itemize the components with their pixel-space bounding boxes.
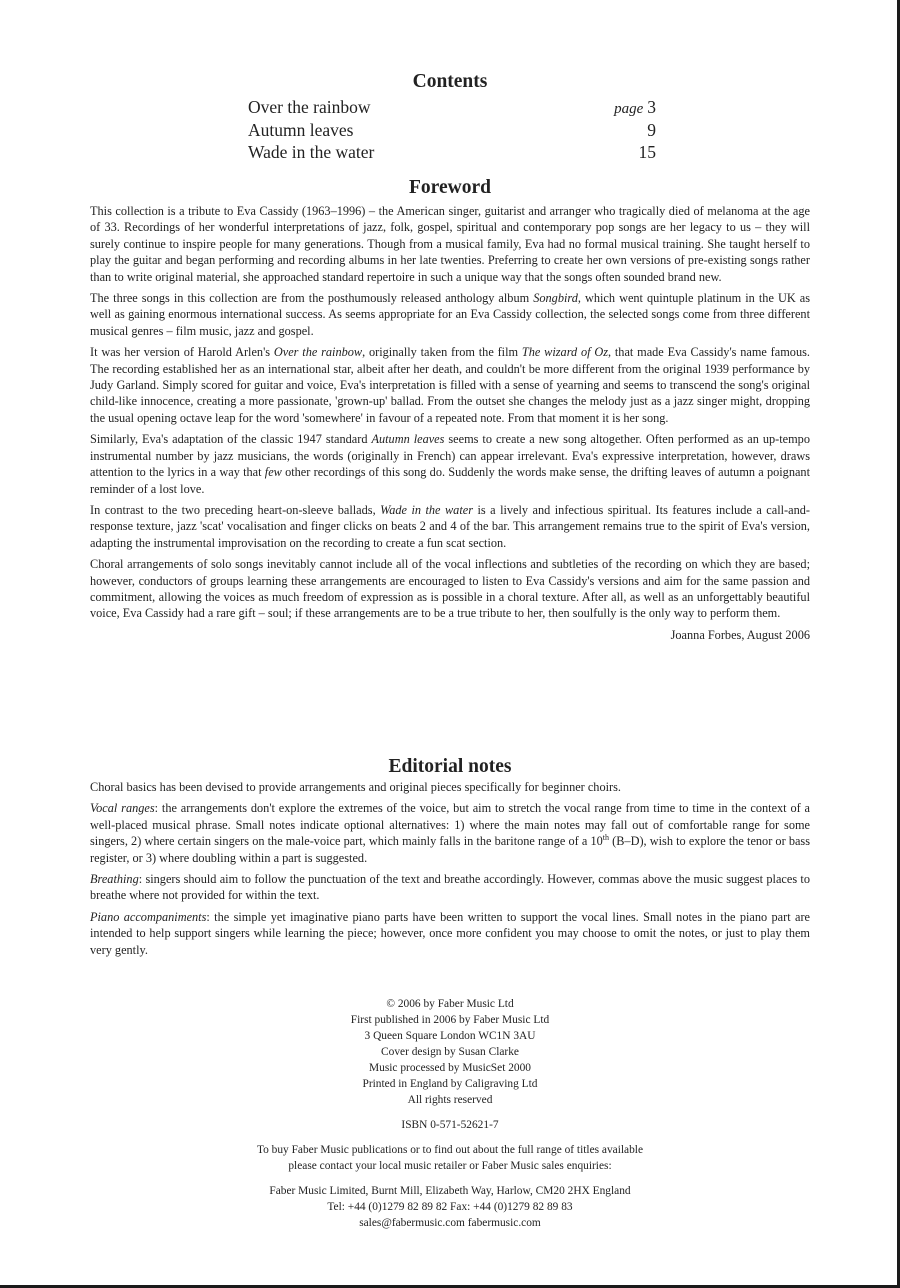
contents-list xyxy=(248,96,656,164)
song-title: Over the rainbow xyxy=(273,345,363,360)
contents-item-page xyxy=(614,96,656,121)
editorial-paragraph: Piano accompaniments: the simple yet imaginative piano parts have been written to support the vocal lines. Small notes in the piano part are intended to help support singers while learning the piece; however, once more confident you may choose to omit the notes, or just to play them very gently. xyxy=(90,909,810,957)
isbn-line: ISBN 0-571-52621-7 xyxy=(401,1119,499,1131)
contact-address: Faber Music Limited, Burnt Mill, Elizabeth Way, Harlow, CM20 2HX England xyxy=(269,1185,631,1197)
contents-item xyxy=(248,96,656,119)
contents-item xyxy=(248,141,656,164)
song-title: Autumn leaves xyxy=(371,432,445,447)
imprint-line: Cover design by Susan Clarke xyxy=(381,1046,519,1058)
foreword-paragraph: This collection is a tribute to Eva Cassidy (1963–1996) – the American singer, guitarist and arranger who tragically died of melanoma at the age of 33. Recordings of her wonderful interpretations of jazz, folk, gospel, spiritual and contemporary pop songs are her legacy to us – they will surely continue to inspire people for many generations. Though from a musical family, Eva had no formal musical training. She taught herself to play the guitar and began performing and recording albums in her late twenties. Preferring to create her own versions of pre-existing songs rather than to write original material, she approached standard repertoire in such a unique way that the songs often sounded brand new. xyxy=(90,204,810,284)
contact-info xyxy=(0,1183,900,1231)
album-title: Songbird xyxy=(533,291,578,306)
purchase-info xyxy=(0,1142,900,1174)
vocal-ranges-label: Vocal ranges xyxy=(90,801,155,816)
editorial-paragraph: Choral basics has been devised to provide arrangements and original pieces specifically for beginner choirs. xyxy=(90,780,621,794)
contents-item-title: Autumn leaves xyxy=(248,119,354,140)
page-word: page xyxy=(614,101,644,117)
imprint-line: All rights reserved xyxy=(407,1094,493,1106)
foreword-body xyxy=(90,203,810,648)
foreword-signature: Joanna Forbes, August 2006 xyxy=(670,627,810,642)
purchase-line: please contact your local music retailer or Faber Music sales enquiries: xyxy=(288,1160,612,1172)
isbn xyxy=(0,1117,900,1133)
imprint-line: First published in 2006 by Faber Music Ltd xyxy=(350,1014,550,1026)
page-number: 3 xyxy=(647,97,656,117)
imprint-line: 3 Queen Square London WC1N 3AU xyxy=(364,1030,536,1042)
contents-item-title: Over the rainbow xyxy=(248,97,371,117)
editorial-paragraph: Vocal ranges: the arrangements don't explore the extremes of the voice, but aim to stretch the vocal range from time to time in the context of a well-placed musical phrase. Small notes indicate optional alternatives: 1) where the main notes may fall out of comfortable range for some singers, 2) where certain singers on the male-voice part, which mainly falls in the baritone range of a 10th (B–D), wish to explore the tenor or bass register, or 3) where doubling within a part is suggested. xyxy=(90,801,810,865)
foreword-paragraph: In contrast to the two preceding heart-on-sleeve ballads, Wade in the water is a lively and infectious spiritual. Its features include a call-and-response texture, jazz 'scat' vocalisation and finger clicks on beats 2 and 4 of the bar. This arrangement remains true to the spirit of Eva's version, adapting the instrumental improvisation on the recording to create a fun scat section. xyxy=(90,502,810,550)
contents-item-title: Wade in the water xyxy=(248,142,375,162)
page-number: 9 xyxy=(647,119,656,140)
imprint-line: © 2006 by Faber Music Ltd xyxy=(386,998,514,1010)
page-number: 15 xyxy=(638,142,656,162)
editorial-heading: Editorial notes xyxy=(388,756,512,777)
purchase-line: To buy Faber Music publications or to find out about the full range of titles available xyxy=(256,1144,644,1156)
piano-label: Piano accompaniments xyxy=(90,909,207,924)
foreword-paragraph: Choral arrangements of solo songs inevitably cannot include all of the vocal inflections and subtleties of the recording on which they are based; however, conductors of groups learning these arrangements are encouraged to listen to Eva Cassidy's versions and aim for the same passion and commitment, allowing the voices as much freedom of expression as is possible in a choral texture. After all, as well as an unforgettably beautiful voice, Eva Cassidy had a rare gift – soul; if these arrangements are to be a true tribute to her, then soulfully is the only way to perform them. xyxy=(90,557,810,621)
foreword-heading: Foreword xyxy=(409,177,491,198)
editorial-paragraph: Breathing: singers should aim to follow the punctuation of the text and breathe accordingly. However, commas above the music suggest places to breathe where not provided for within the text. xyxy=(90,872,810,903)
imprint-credits xyxy=(0,996,900,1108)
foreword-paragraph: It was her version of Harold Arlen's Over the rainbow, originally taken from the film The wizard of Oz, that made Eva Cassidy's name famous. The recording established her as an international star, albeit after her death, and couldn't be more different from the original 1939 performance by Judy Garland. Simply scored for guitar and voice, Eva's interpretation is filled with a sense of yearning and seems to transcend the song's original child-like innocence, creating a more passionate, 'grown-up' ballad. From the outset she changes the melody just as a jazz singer might, dropping the usual opening octave leap for the word 'somewhere' in favour of a repeated note. From that moment it is her song. xyxy=(90,345,810,425)
emphasis: few xyxy=(264,465,282,480)
contact-web: sales@fabermusic.com fabermusic.com xyxy=(359,1217,541,1229)
editorial-body xyxy=(90,779,810,963)
contents-heading: Contents xyxy=(412,71,488,92)
foreword-paragraph: Similarly, Eva's adaptation of the classic 1947 standard Autumn leaves seems to create a new song altogether. Often performed as an up-tempo instrumental number by jazz musicians, the words (originally in French) can appear irrelevant. Eva's expressive interpretation, however, draws attention to the lyrics in a way that few other recordings of this song do. Suddenly the words make sense, the drifting leaves of autumn a poignant reminder of a lost love. xyxy=(90,432,810,496)
superscript: th xyxy=(602,833,609,843)
foreword-paragraph: The three songs in this collection are from the posthumously released anthology album Songbird, which went quintuple platinum in the UK as well as gaining enormous international success. As seems appropriate for an Eva Cassidy collection, the selected songs come from three different musical genres – film music, jazz and gospel. xyxy=(90,291,810,338)
contents-item xyxy=(248,119,656,142)
breathing-label: Breathing xyxy=(90,872,139,887)
song-title: Wade in the water xyxy=(380,502,473,517)
contact-phone: Tel: +44 (0)1279 82 89 82 Fax: +44 (0)1279 82 89 83 xyxy=(327,1201,573,1213)
film-title: The wizard of Oz xyxy=(521,345,609,360)
imprint-line: Music processed by MusicSet 2000 xyxy=(369,1062,531,1074)
imprint-line: Printed in England by Caligraving Ltd xyxy=(362,1078,538,1090)
